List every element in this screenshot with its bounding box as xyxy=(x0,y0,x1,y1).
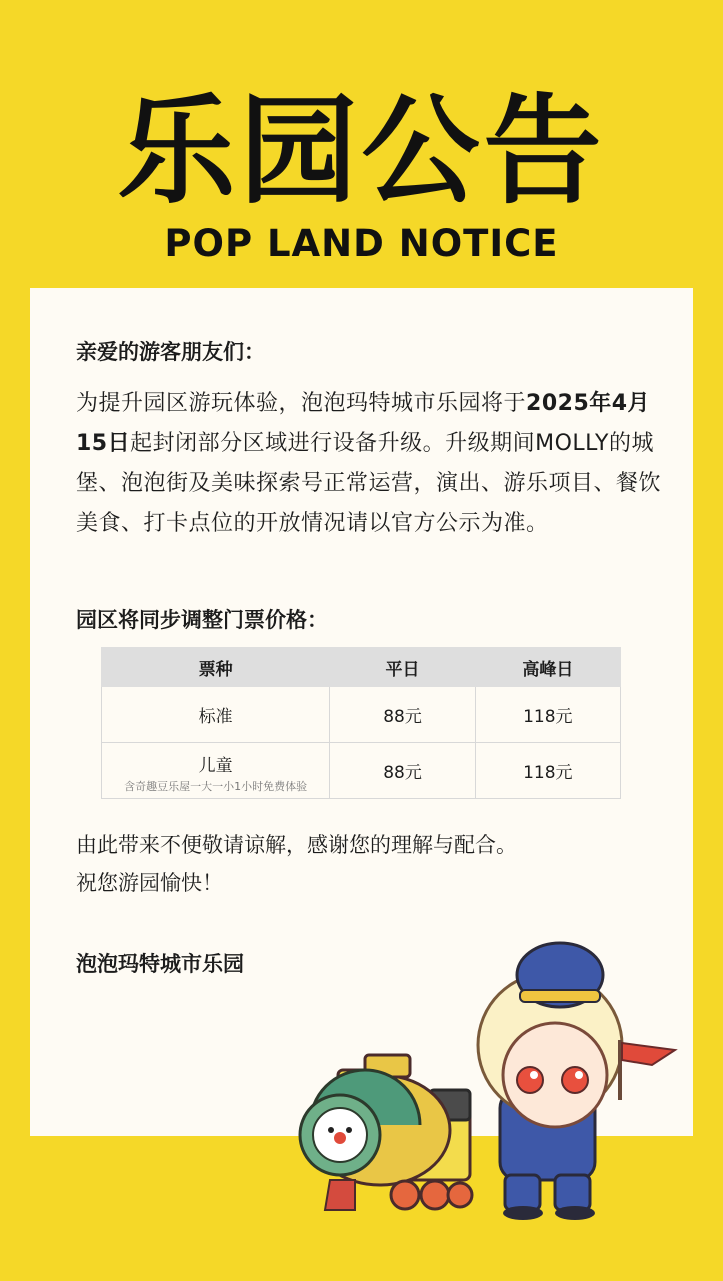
mascot-illustration xyxy=(290,905,690,1225)
para-part2: 起封闭部分区域进行设备升级。升级期间MOLLY的城堡、泡泡街及美味探索号正常运营，演出、游乐项目、餐饮美食、打卡点位的开放情况请以官方公示为准。 xyxy=(76,431,662,536)
header-ticket-type: 票种 xyxy=(102,648,330,687)
train-icon xyxy=(300,1055,472,1210)
closing-line: 由此带来不便敬请谅解，感谢您的理解与配合。 xyxy=(76,833,517,857)
mascot-conductor-icon xyxy=(478,943,675,1220)
ticket-type-note: 含奇趣豆乐屋一大一小1小时免费体验 xyxy=(124,780,308,793)
table-row xyxy=(102,743,621,799)
para-date: 2025年4月15日 xyxy=(76,391,651,456)
closing-text xyxy=(76,826,517,902)
peak-price-cell: 118元 xyxy=(475,687,620,743)
greeting: 亲爱的游客朋友们： xyxy=(76,340,265,364)
peak-price-cell: 118元 xyxy=(475,743,620,799)
page-title: 乐园公告 xyxy=(117,82,606,220)
para-part1: 为提升园区游玩体验，泡泡玛特城市乐园将于 xyxy=(76,391,527,416)
weekday-price-cell: 88元 xyxy=(330,687,475,743)
table-header-row xyxy=(102,648,621,687)
table-row xyxy=(102,687,621,743)
header-peak: 高峰日 xyxy=(475,648,620,687)
price-section-title: 园区将同步调整门票价格： xyxy=(76,608,328,632)
header-weekday: 平日 xyxy=(330,648,475,687)
ticket-type-cell: 标准 xyxy=(102,687,330,743)
notice-paragraph xyxy=(76,384,666,544)
page-subtitle: POP LAND NOTICE xyxy=(164,222,559,265)
signature: 泡泡玛特城市乐园 xyxy=(76,952,244,976)
weekday-price-cell: 88元 xyxy=(330,743,475,799)
price-table xyxy=(101,647,621,799)
closing-line: 祝您游园愉快！ xyxy=(76,871,223,895)
ticket-type-label: 儿童 xyxy=(198,756,233,776)
ticket-type-cell xyxy=(102,743,330,799)
